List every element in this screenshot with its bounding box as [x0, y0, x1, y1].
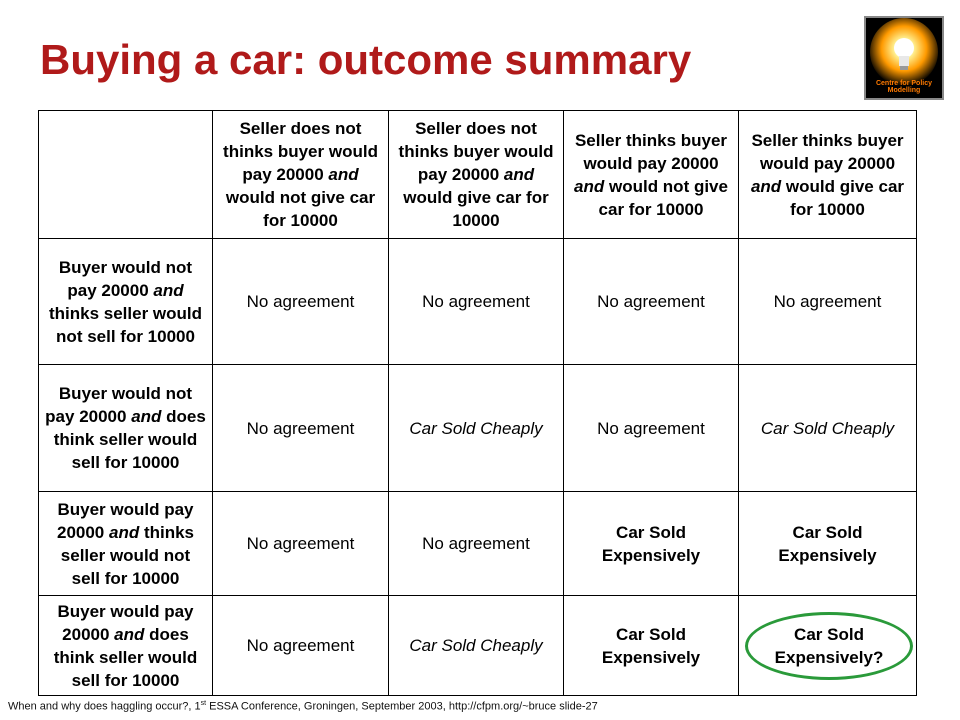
row-header-2: Buyer would not pay 20000 and does think seller would sell for 10000	[39, 365, 213, 492]
outcome-cell: No agreement	[213, 492, 389, 596]
outcome-cell: Car Sold Cheaply	[739, 365, 917, 492]
outcome-table	[38, 110, 917, 696]
outcome-cell: Car Sold Expensively	[564, 492, 739, 596]
outcome-cell: Car Sold Expensively	[564, 596, 739, 696]
table-row	[39, 365, 917, 492]
cfpm-logo	[864, 16, 944, 100]
table-row	[39, 239, 917, 365]
table-header-row	[39, 111, 917, 239]
row-header-1: Buyer would not pay 20000 and thinks seller would not sell for 10000	[39, 239, 213, 365]
page-title: Buying a car: outcome summary	[40, 36, 692, 83]
outcome-cell: No agreement	[213, 365, 389, 492]
outcome-cell: No agreement	[564, 239, 739, 365]
outcome-cell: No agreement	[564, 365, 739, 492]
row-header-3: Buyer would pay 20000 and thinks seller would not sell for 10000	[39, 492, 213, 596]
outcome-cell: Car Sold Cheaply	[389, 365, 564, 492]
corner-cell	[39, 111, 213, 239]
logo-text: Centre for Policy Modelling	[875, 80, 932, 94]
outcome-cell: No agreement	[389, 239, 564, 365]
outcome-cell-highlighted	[739, 596, 917, 696]
table-row	[39, 596, 917, 696]
table-row	[39, 492, 917, 596]
column-header-4: Seller thinks buyer would pay 20000 and would give car for 10000	[739, 111, 917, 239]
outcome-cell: No agreement	[389, 492, 564, 596]
outcome-cell: No agreement	[213, 596, 389, 696]
column-header-3: Seller thinks buyer would pay 20000 and would not give car for 10000	[564, 111, 739, 239]
outcome-cell: No agreement	[213, 239, 389, 365]
column-header-2: Seller does not thinks buyer would pay 20000 and would give car for 10000	[389, 111, 564, 239]
column-header-1: Seller does not thinks buyer would pay 20000 and would not give car for 10000	[213, 111, 389, 239]
highlight-circle: Car Sold Expensively?	[745, 612, 913, 680]
outcome-cell: Car Sold Cheaply	[389, 596, 564, 696]
outcome-cell: Car Sold Expensively	[739, 492, 917, 596]
slide-footer: When and why does haggling occur?, 1st ESSA Conference, Groningen, September 2003, http://cfpm.org/~bruce slide-27	[8, 700, 598, 713]
row-header-4: Buyer would pay 20000 and does think seller would sell for 10000	[39, 596, 213, 696]
outcome-cell: No agreement	[739, 239, 917, 365]
